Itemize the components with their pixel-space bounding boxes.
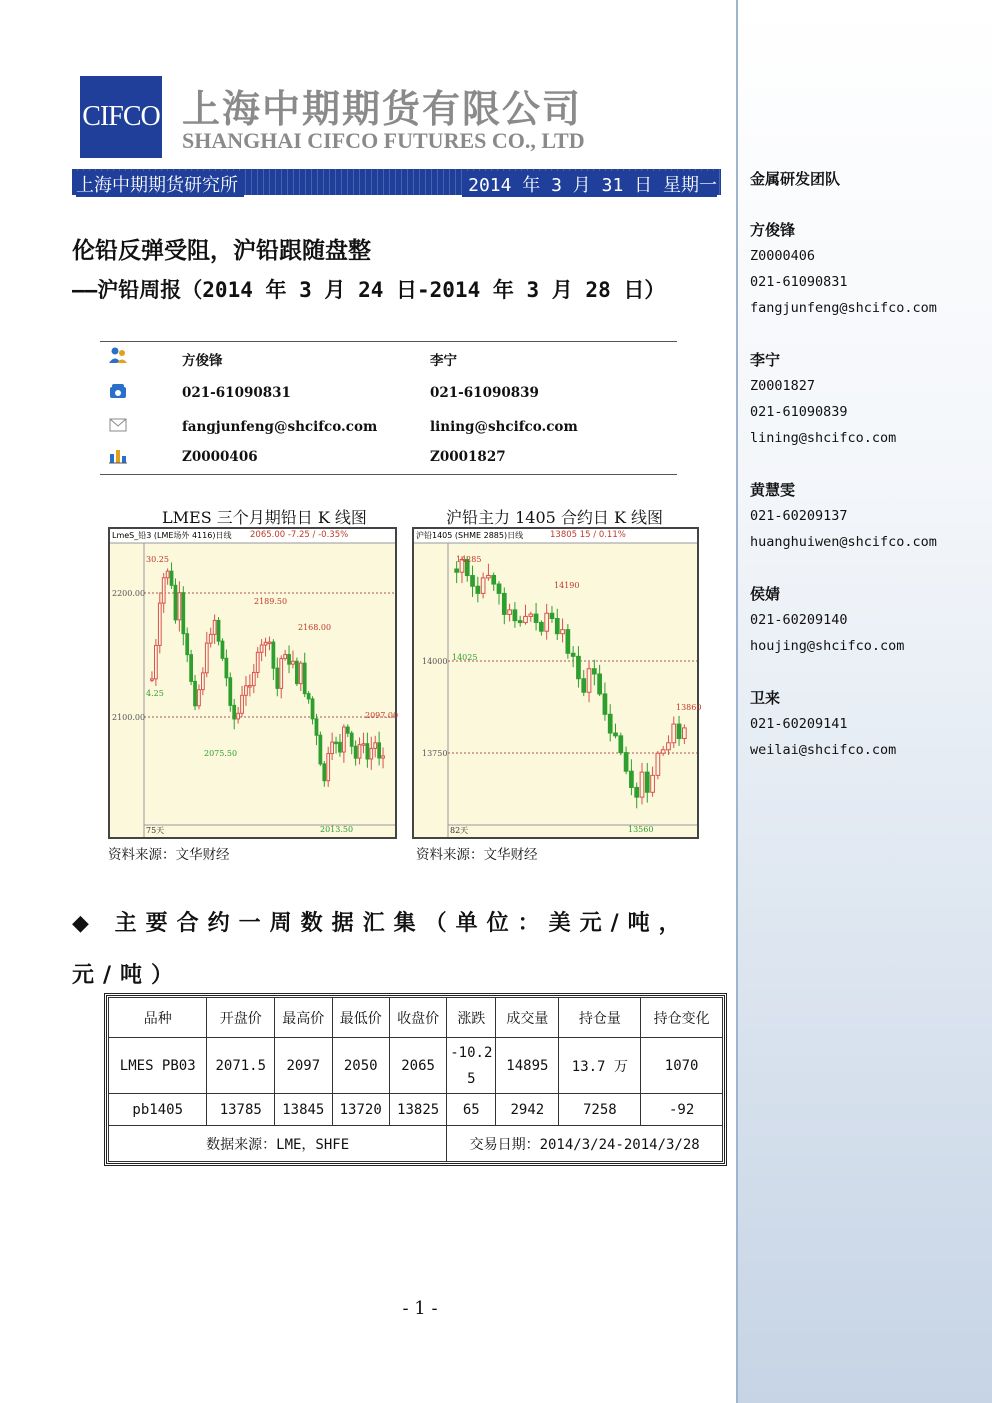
trade-date-range: 交易日期：2014/3/24-2014/3/28 (447, 1126, 723, 1162)
candle-body (555, 618, 559, 633)
candle-body (182, 593, 185, 634)
axis-label: 2200.00 (112, 589, 146, 598)
candle-body (327, 754, 330, 781)
table-header: 最高价 (275, 998, 332, 1038)
candle-body (370, 748, 373, 759)
table-header: 成交量 (496, 998, 559, 1038)
table-header-row (109, 998, 723, 1038)
candle-body (217, 620, 220, 641)
contact-name: 侯婧 (750, 585, 781, 603)
weekly-data-table (108, 997, 723, 1162)
candle-body (264, 642, 267, 645)
candle-body (382, 756, 385, 758)
candle-body (497, 584, 501, 593)
candle-body (608, 714, 612, 733)
contact-line: 021-61090831 (750, 274, 848, 290)
candle-body (245, 686, 248, 696)
contact-line: Z0001827 (750, 378, 816, 394)
axis-label: 2100.00 (112, 713, 146, 722)
days-label: 75天 (146, 826, 165, 835)
candle-body (603, 694, 607, 714)
table-header: 持仓量 (559, 998, 641, 1038)
candle-body (374, 743, 377, 749)
price-label: 13860 (676, 703, 702, 712)
candle-body (481, 578, 485, 594)
author-name: 李宁 (430, 353, 457, 369)
candle-body (339, 742, 342, 752)
candle-body (566, 630, 570, 654)
author-phone: 021-61090839 (430, 385, 539, 401)
author-cert: Z0001827 (430, 449, 506, 465)
authors-email-row (100, 414, 677, 444)
authors-cert-row (100, 444, 677, 474)
candle-body (307, 694, 310, 699)
chart-title-lme: LMES 三个月期铅日 K 线图 (162, 508, 367, 527)
contact-name: 李宁 (750, 351, 781, 369)
author-email[interactable]: fangjunfeng@shcifco.com (182, 419, 378, 435)
sidebar (736, 0, 992, 1403)
price-label: 2097.00 (365, 711, 399, 720)
candle-body (667, 743, 671, 750)
table-cell: 13785 (207, 1094, 275, 1126)
candle-body (619, 736, 623, 753)
table-row (109, 1094, 723, 1126)
price-label: 2168.00 (298, 623, 332, 632)
candle-body (155, 645, 158, 678)
table-cell: 13720 (332, 1094, 389, 1126)
price-label: 14285 (456, 555, 482, 564)
table-cell: 2050 (332, 1038, 389, 1094)
authors-phone-row (100, 380, 677, 410)
company-logo: CIFCO (80, 76, 162, 158)
candle-body (162, 578, 165, 603)
chart-caption: 沪铅1405 (SHME 2885)日线 (416, 531, 524, 540)
candle-body (260, 645, 263, 652)
report-title: 伦铅反弹受阻，沪铅跟随盘整 (72, 238, 371, 264)
data-table-wrap (104, 993, 727, 1166)
candle-body (303, 663, 306, 693)
axis-label: 13750 (422, 749, 448, 758)
candle-body (378, 743, 381, 758)
authors-table (100, 341, 677, 475)
table-cell: 13845 (275, 1094, 332, 1126)
candle-body (213, 620, 216, 634)
contact-line: 021-60209137 (750, 508, 848, 524)
contact-line: 021-60209140 (750, 612, 848, 628)
candle-body (292, 661, 295, 664)
chart-caption: LmeS_铅3 (LME场外 4116)日线 (112, 531, 232, 540)
price-label: 2189.50 (254, 597, 288, 606)
author-phone: 021-61090831 (182, 385, 291, 401)
candle-body (366, 744, 369, 759)
envelope-icon (108, 416, 128, 434)
contact-email[interactable]: lining@shcifco.com (750, 430, 897, 446)
candle-body (630, 771, 634, 787)
candle-body (645, 772, 649, 792)
table-cell: -92 (641, 1094, 723, 1126)
contact-email[interactable]: houjing@shcifco.com (750, 638, 905, 654)
candle-body (492, 575, 496, 584)
author-email[interactable]: lining@shcifco.com (430, 419, 578, 435)
candle-body (241, 695, 244, 713)
candle-body (198, 690, 201, 706)
lme-kline-chart (108, 527, 397, 839)
candle-body (455, 569, 459, 572)
candle-body (529, 614, 533, 616)
candle-body (661, 750, 665, 753)
table-cell: -10.25 (447, 1038, 496, 1094)
candle-body (315, 719, 318, 735)
candle-body (476, 586, 480, 593)
table-cell: 14895 (496, 1038, 559, 1094)
table-header: 品种 (109, 998, 207, 1038)
table-cell: 2097 (275, 1038, 332, 1094)
header-bar (72, 169, 721, 195)
candle-body (540, 622, 544, 631)
table-row (109, 1038, 723, 1094)
table-header: 持仓变化 (641, 998, 723, 1038)
contact-name: 方俊锋 (750, 221, 796, 239)
candle-body (288, 655, 291, 665)
contact-name: 卫来 (750, 689, 781, 707)
candle-body (284, 655, 287, 659)
candle-body (272, 642, 275, 668)
chart-price: 13805 15 / 0.11% (550, 530, 626, 540)
authors-name-row (100, 344, 677, 374)
candle-body (209, 634, 212, 643)
candle-body (502, 593, 506, 614)
table-cell: 2071.5 (207, 1038, 275, 1094)
candle-body (178, 593, 181, 620)
candle-body (335, 742, 338, 744)
table-cell: 13825 (389, 1094, 446, 1126)
candle-body (582, 679, 586, 693)
shfe-kline-svg (414, 529, 697, 837)
candle-body (190, 655, 193, 682)
institute-name: 上海中期期货研究所 (76, 171, 244, 197)
sidebar-contact (750, 477, 937, 555)
candle-body (205, 643, 208, 673)
candle-body (319, 735, 322, 764)
sidebar-team-title: 金属研发团队 (750, 170, 841, 188)
table-cell: pb1405 (109, 1094, 207, 1126)
contact-line: 021-60209141 (750, 716, 848, 732)
table-cell: 1070 (641, 1038, 723, 1094)
contact-name: 黄慧雯 (750, 481, 796, 499)
candle-body (194, 681, 197, 705)
candle-body (513, 610, 517, 621)
price-label: 14025 (452, 653, 478, 662)
candle-body (170, 571, 173, 585)
candle-body (534, 614, 538, 622)
candle-body (545, 613, 549, 631)
candle-body (487, 575, 491, 577)
price-label: 30.25 (146, 555, 169, 564)
candle-body (237, 713, 240, 719)
page-number: - 1 - (402, 1298, 438, 1319)
table-cell: LMES PB03 (109, 1038, 207, 1094)
table-cell: 2942 (496, 1094, 559, 1126)
contact-email[interactable]: fangjunfeng@shcifco.com (750, 300, 937, 316)
candle-body (471, 576, 475, 587)
candle-body (635, 787, 639, 797)
candle-body (343, 727, 346, 752)
candle-body (331, 742, 334, 753)
contact-line: 021-61090839 (750, 404, 848, 420)
candle-body (233, 705, 236, 719)
chart-title-shfe: 沪铅主力 1405 合约日 K 线图 (446, 508, 664, 527)
candle-body (151, 679, 154, 681)
candle-body (346, 727, 349, 733)
candle-body (256, 652, 259, 672)
contact-line: Z0000406 (750, 248, 816, 264)
price-label: 14190 (554, 581, 580, 590)
person-icon (108, 346, 128, 364)
candle-body (299, 663, 302, 683)
table-header: 开盘价 (207, 998, 275, 1038)
candle-body (624, 753, 628, 772)
sidebar-contact (750, 347, 896, 451)
candle-body (682, 728, 686, 739)
candle-body (672, 724, 676, 743)
table-cell: 65 (447, 1094, 496, 1126)
bar-chart-icon (108, 446, 128, 464)
candle-body (587, 669, 591, 693)
candle-body (577, 656, 581, 678)
report-date: 2014 年 3 月 31 日 星期一 (462, 171, 717, 197)
table-header: 最低价 (332, 998, 389, 1038)
section-heading: ◆ 主要合约一周数据汇集（单位：美元/吨，元/吨） (72, 911, 690, 988)
phone-icon (108, 382, 128, 400)
author-name: 方俊锋 (182, 353, 223, 369)
candle-body (550, 613, 554, 618)
candle-body (323, 764, 326, 781)
candle-body (186, 634, 189, 655)
candle-body (354, 746, 357, 758)
candle-body (174, 585, 177, 620)
candle-body (518, 621, 522, 623)
candle-body (268, 642, 271, 644)
company-name-en: SHANGHAI CIFCO FUTURES CO., LTD (182, 128, 585, 153)
table-header: 收盘价 (389, 998, 446, 1038)
candle-body (561, 630, 565, 634)
candle-body (350, 733, 353, 746)
days-label: 82天 (450, 826, 469, 835)
candle-body (508, 610, 512, 615)
candle-body (296, 661, 299, 683)
chart-price: 2065.00 -7.25 / -0.35% (250, 530, 349, 540)
shfe-kline-chart (412, 527, 702, 839)
candle-body (571, 653, 575, 656)
report-subtitle: ——沪铅周报（2014 年 3 月 24 日-2014 年 3 月 28 日） (72, 278, 666, 302)
data-source: 数据来源：LME，SHFE (109, 1126, 447, 1162)
sidebar-contact (750, 685, 896, 763)
table-cell: 7258 (559, 1094, 641, 1126)
candle-body (651, 775, 655, 792)
sidebar-contact (750, 217, 937, 321)
candle-body (614, 733, 618, 736)
price-label: 2075.50 (204, 749, 238, 758)
candle-body (221, 641, 224, 658)
candle-body (311, 699, 314, 719)
candle-body (598, 674, 602, 694)
price-label: 2013.50 (320, 825, 354, 834)
candle-body (592, 669, 596, 674)
table-cell: 2065 (389, 1038, 446, 1094)
candle-body (249, 686, 252, 688)
candle-body (225, 658, 228, 677)
price-label: 4.25 (146, 689, 164, 698)
price-label: 13560 (628, 825, 654, 834)
candle-body (276, 668, 279, 688)
candle-body (640, 772, 644, 797)
axis-label: 14000 (422, 657, 448, 666)
candle-body (656, 753, 660, 775)
table-footer-row (109, 1126, 723, 1162)
sidebar-contact (750, 581, 904, 659)
contact-email[interactable]: huanghuiwen@shcifco.com (750, 534, 937, 550)
candle-body (229, 678, 232, 706)
candle-body (158, 603, 161, 645)
table-cell: 13.7 万 (559, 1038, 641, 1094)
candle-body (524, 616, 528, 622)
lme-kline-svg (110, 529, 395, 837)
candle-body (252, 672, 255, 685)
candle-body (362, 744, 365, 746)
candle-body (280, 659, 283, 689)
chart-source: 资料来源：文华财经 (416, 847, 538, 863)
chart-source: 资料来源：文华财经 (108, 847, 230, 863)
contact-email[interactable]: weilai@shcifco.com (750, 742, 897, 758)
table-header: 涨跌 (447, 998, 496, 1038)
candle-body (202, 673, 205, 690)
candle-body (166, 571, 169, 578)
candle-body (677, 724, 681, 738)
company-name-cn: 上海中期期货有限公司 (182, 87, 583, 131)
candle-body (358, 745, 361, 758)
author-cert: Z0000406 (182, 449, 258, 465)
